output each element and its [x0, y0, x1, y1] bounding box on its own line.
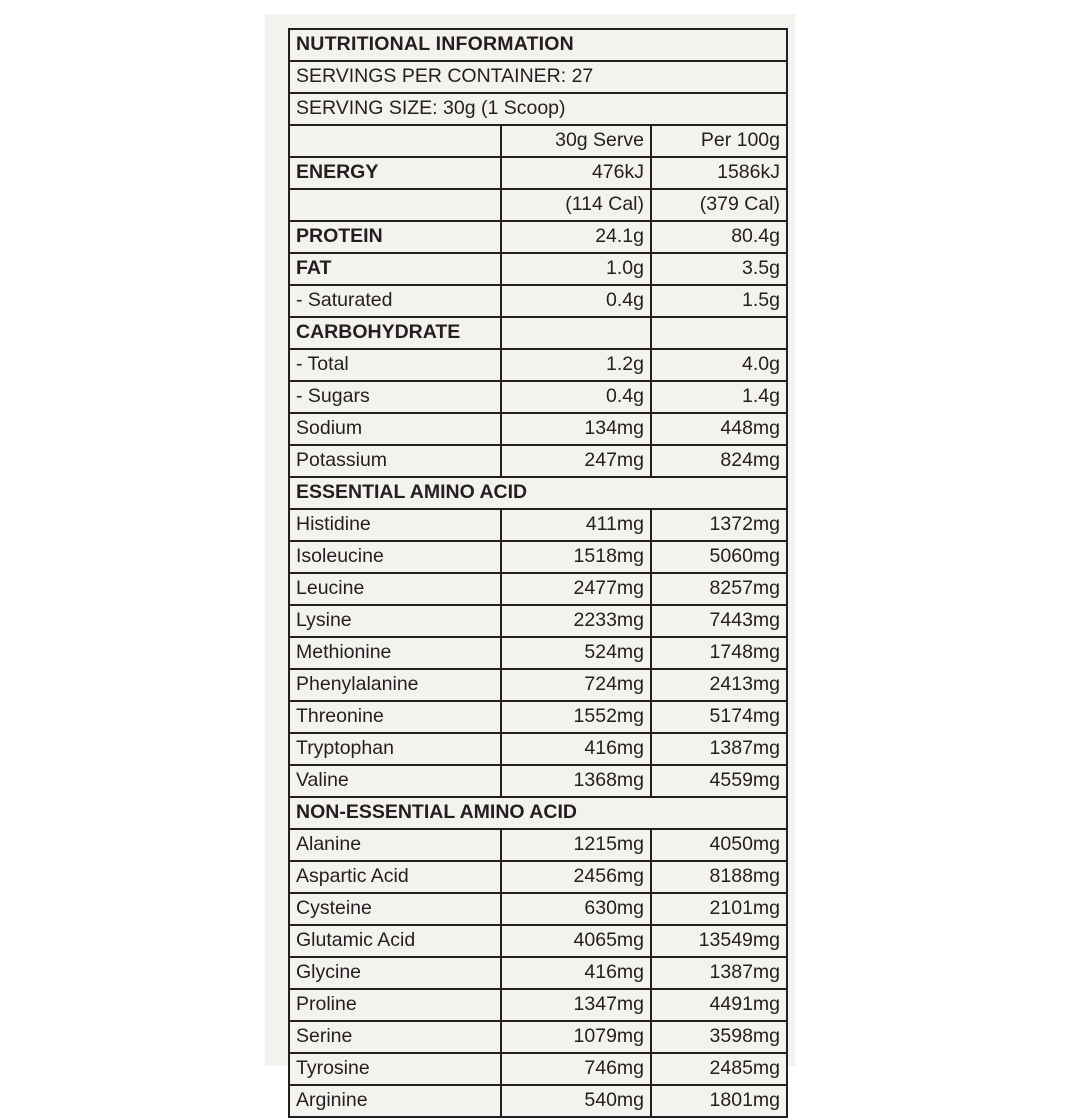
row-value-per100: 5174mg — [651, 701, 787, 733]
table-row — [289, 1053, 787, 1085]
table-row — [289, 765, 787, 797]
row-value-per100: 1387mg — [651, 957, 787, 989]
row-label: Histidine — [289, 509, 501, 541]
table-row — [289, 253, 787, 285]
row-value-serve: 1552mg — [501, 701, 651, 733]
row-label: Sodium — [289, 413, 501, 445]
row-value-per100: 824mg — [651, 445, 787, 477]
row-value-serve: 1518mg — [501, 541, 651, 573]
row-value-serve: 1215mg — [501, 829, 651, 861]
row-value-serve: 0.4g — [501, 381, 651, 413]
row-value-serve — [501, 317, 651, 349]
row-value-per100: 1372mg — [651, 509, 787, 541]
row-value-serve: 724mg — [501, 669, 651, 701]
row-label: Tyrosine — [289, 1053, 501, 1085]
table-row — [289, 861, 787, 893]
table-row — [289, 285, 787, 317]
page-title: NUTRITIONAL INFORMATION — [289, 29, 787, 61]
section-header-essential — [289, 477, 787, 509]
table-row — [289, 573, 787, 605]
row-value-serve: 134mg — [501, 413, 651, 445]
table-row — [289, 925, 787, 957]
row-value-serve: 524mg — [501, 637, 651, 669]
row-value-serve: 746mg — [501, 1053, 651, 1085]
row-value-per100: 448mg — [651, 413, 787, 445]
row-value-serve: 1.0g — [501, 253, 651, 285]
row-label: Glutamic Acid — [289, 925, 501, 957]
row-value-per100: 8257mg — [651, 573, 787, 605]
row-value-serve: 1.2g — [501, 349, 651, 381]
row-label: Valine — [289, 765, 501, 797]
row-value-per100: 5060mg — [651, 541, 787, 573]
row-label: - Total — [289, 349, 501, 381]
table-row-serving-size — [289, 93, 787, 125]
column-header-per100: Per 100g — [651, 125, 787, 157]
table-row — [289, 1021, 787, 1053]
row-value-per100: 80.4g — [651, 221, 787, 253]
row-label: Tryptophan — [289, 733, 501, 765]
row-value-serve: 1347mg — [501, 989, 651, 1021]
table-row — [289, 669, 787, 701]
row-label: Aspartic Acid — [289, 861, 501, 893]
row-label — [289, 189, 501, 221]
row-value-serve: 1079mg — [501, 1021, 651, 1053]
row-label: ENERGY — [289, 157, 501, 189]
row-value-per100: 3598mg — [651, 1021, 787, 1053]
column-header-serve: 30g Serve — [501, 125, 651, 157]
table-row — [289, 541, 787, 573]
row-value-serve: 1368mg — [501, 765, 651, 797]
table-row — [289, 957, 787, 989]
row-value-per100 — [651, 317, 787, 349]
row-value-per100: 4491mg — [651, 989, 787, 1021]
column-header-blank — [289, 125, 501, 157]
row-value-per100: 4050mg — [651, 829, 787, 861]
nutrition-table — [288, 28, 788, 1118]
row-label: Glycine — [289, 957, 501, 989]
table-row — [289, 445, 787, 477]
table-row — [289, 733, 787, 765]
row-value-serve: 416mg — [501, 733, 651, 765]
table-row — [289, 701, 787, 733]
row-label: FAT — [289, 253, 501, 285]
row-value-per100: 4559mg — [651, 765, 787, 797]
row-label: PROTEIN — [289, 221, 501, 253]
row-label: Isoleucine — [289, 541, 501, 573]
row-label: - Sugars — [289, 381, 501, 413]
row-label: Alanine — [289, 829, 501, 861]
nutrition-label — [288, 28, 786, 1118]
row-value-serve: 416mg — [501, 957, 651, 989]
row-label: Methionine — [289, 637, 501, 669]
table-row — [289, 829, 787, 861]
row-value-serve: 247mg — [501, 445, 651, 477]
table-row — [289, 189, 787, 221]
section-header-non-essential — [289, 797, 787, 829]
table-row-servings — [289, 61, 787, 93]
row-value-per100: 1801mg — [651, 1085, 787, 1117]
row-value-per100: 2101mg — [651, 893, 787, 925]
row-value-per100: 1.5g — [651, 285, 787, 317]
row-value-serve: 2477mg — [501, 573, 651, 605]
table-row — [289, 349, 787, 381]
row-value-per100: (379 Cal) — [651, 189, 787, 221]
row-value-per100: 1748mg — [651, 637, 787, 669]
table-row — [289, 317, 787, 349]
row-label: Lysine — [289, 605, 501, 637]
table-header-row — [289, 125, 787, 157]
row-label: Cysteine — [289, 893, 501, 925]
row-label: Potassium — [289, 445, 501, 477]
table-row — [289, 157, 787, 189]
row-value-per100: 13549mg — [651, 925, 787, 957]
row-label: - Saturated — [289, 285, 501, 317]
row-label: Leucine — [289, 573, 501, 605]
row-value-serve: 2233mg — [501, 605, 651, 637]
section-title: ESSENTIAL AMINO ACID — [289, 477, 787, 509]
row-value-serve: 0.4g — [501, 285, 651, 317]
row-value-serve: 630mg — [501, 893, 651, 925]
row-label: Threonine — [289, 701, 501, 733]
row-label: Proline — [289, 989, 501, 1021]
row-value-serve: 24.1g — [501, 221, 651, 253]
row-value-serve: 411mg — [501, 509, 651, 541]
table-row — [289, 1085, 787, 1117]
row-value-per100: 2413mg — [651, 669, 787, 701]
row-value-per100: 7443mg — [651, 605, 787, 637]
table-row — [289, 413, 787, 445]
row-value-serve: 540mg — [501, 1085, 651, 1117]
row-label: Phenylalanine — [289, 669, 501, 701]
servings-per-container: SERVINGS PER CONTAINER: 27 — [289, 61, 787, 93]
table-row — [289, 509, 787, 541]
table-row — [289, 605, 787, 637]
row-value-serve: 476kJ — [501, 157, 651, 189]
row-value-per100: 2485mg — [651, 1053, 787, 1085]
row-value-serve: (114 Cal) — [501, 189, 651, 221]
table-row — [289, 989, 787, 1021]
row-label: CARBOHYDRATE — [289, 317, 501, 349]
row-value-per100: 1586kJ — [651, 157, 787, 189]
row-value-serve: 2456mg — [501, 861, 651, 893]
row-value-per100: 3.5g — [651, 253, 787, 285]
row-value-per100: 4.0g — [651, 349, 787, 381]
row-value-per100: 1387mg — [651, 733, 787, 765]
table-row — [289, 221, 787, 253]
serving-size: SERVING SIZE: 30g (1 Scoop) — [289, 93, 787, 125]
row-value-per100: 8188mg — [651, 861, 787, 893]
row-value-serve: 4065mg — [501, 925, 651, 957]
row-value-per100: 1.4g — [651, 381, 787, 413]
row-label: Arginine — [289, 1085, 501, 1117]
table-row — [289, 637, 787, 669]
nutrition-table-body — [289, 29, 787, 1117]
row-label: Serine — [289, 1021, 501, 1053]
table-row — [289, 893, 787, 925]
table-row — [289, 381, 787, 413]
section-title: NON-ESSENTIAL AMINO ACID — [289, 797, 787, 829]
table-row-title — [289, 29, 787, 61]
